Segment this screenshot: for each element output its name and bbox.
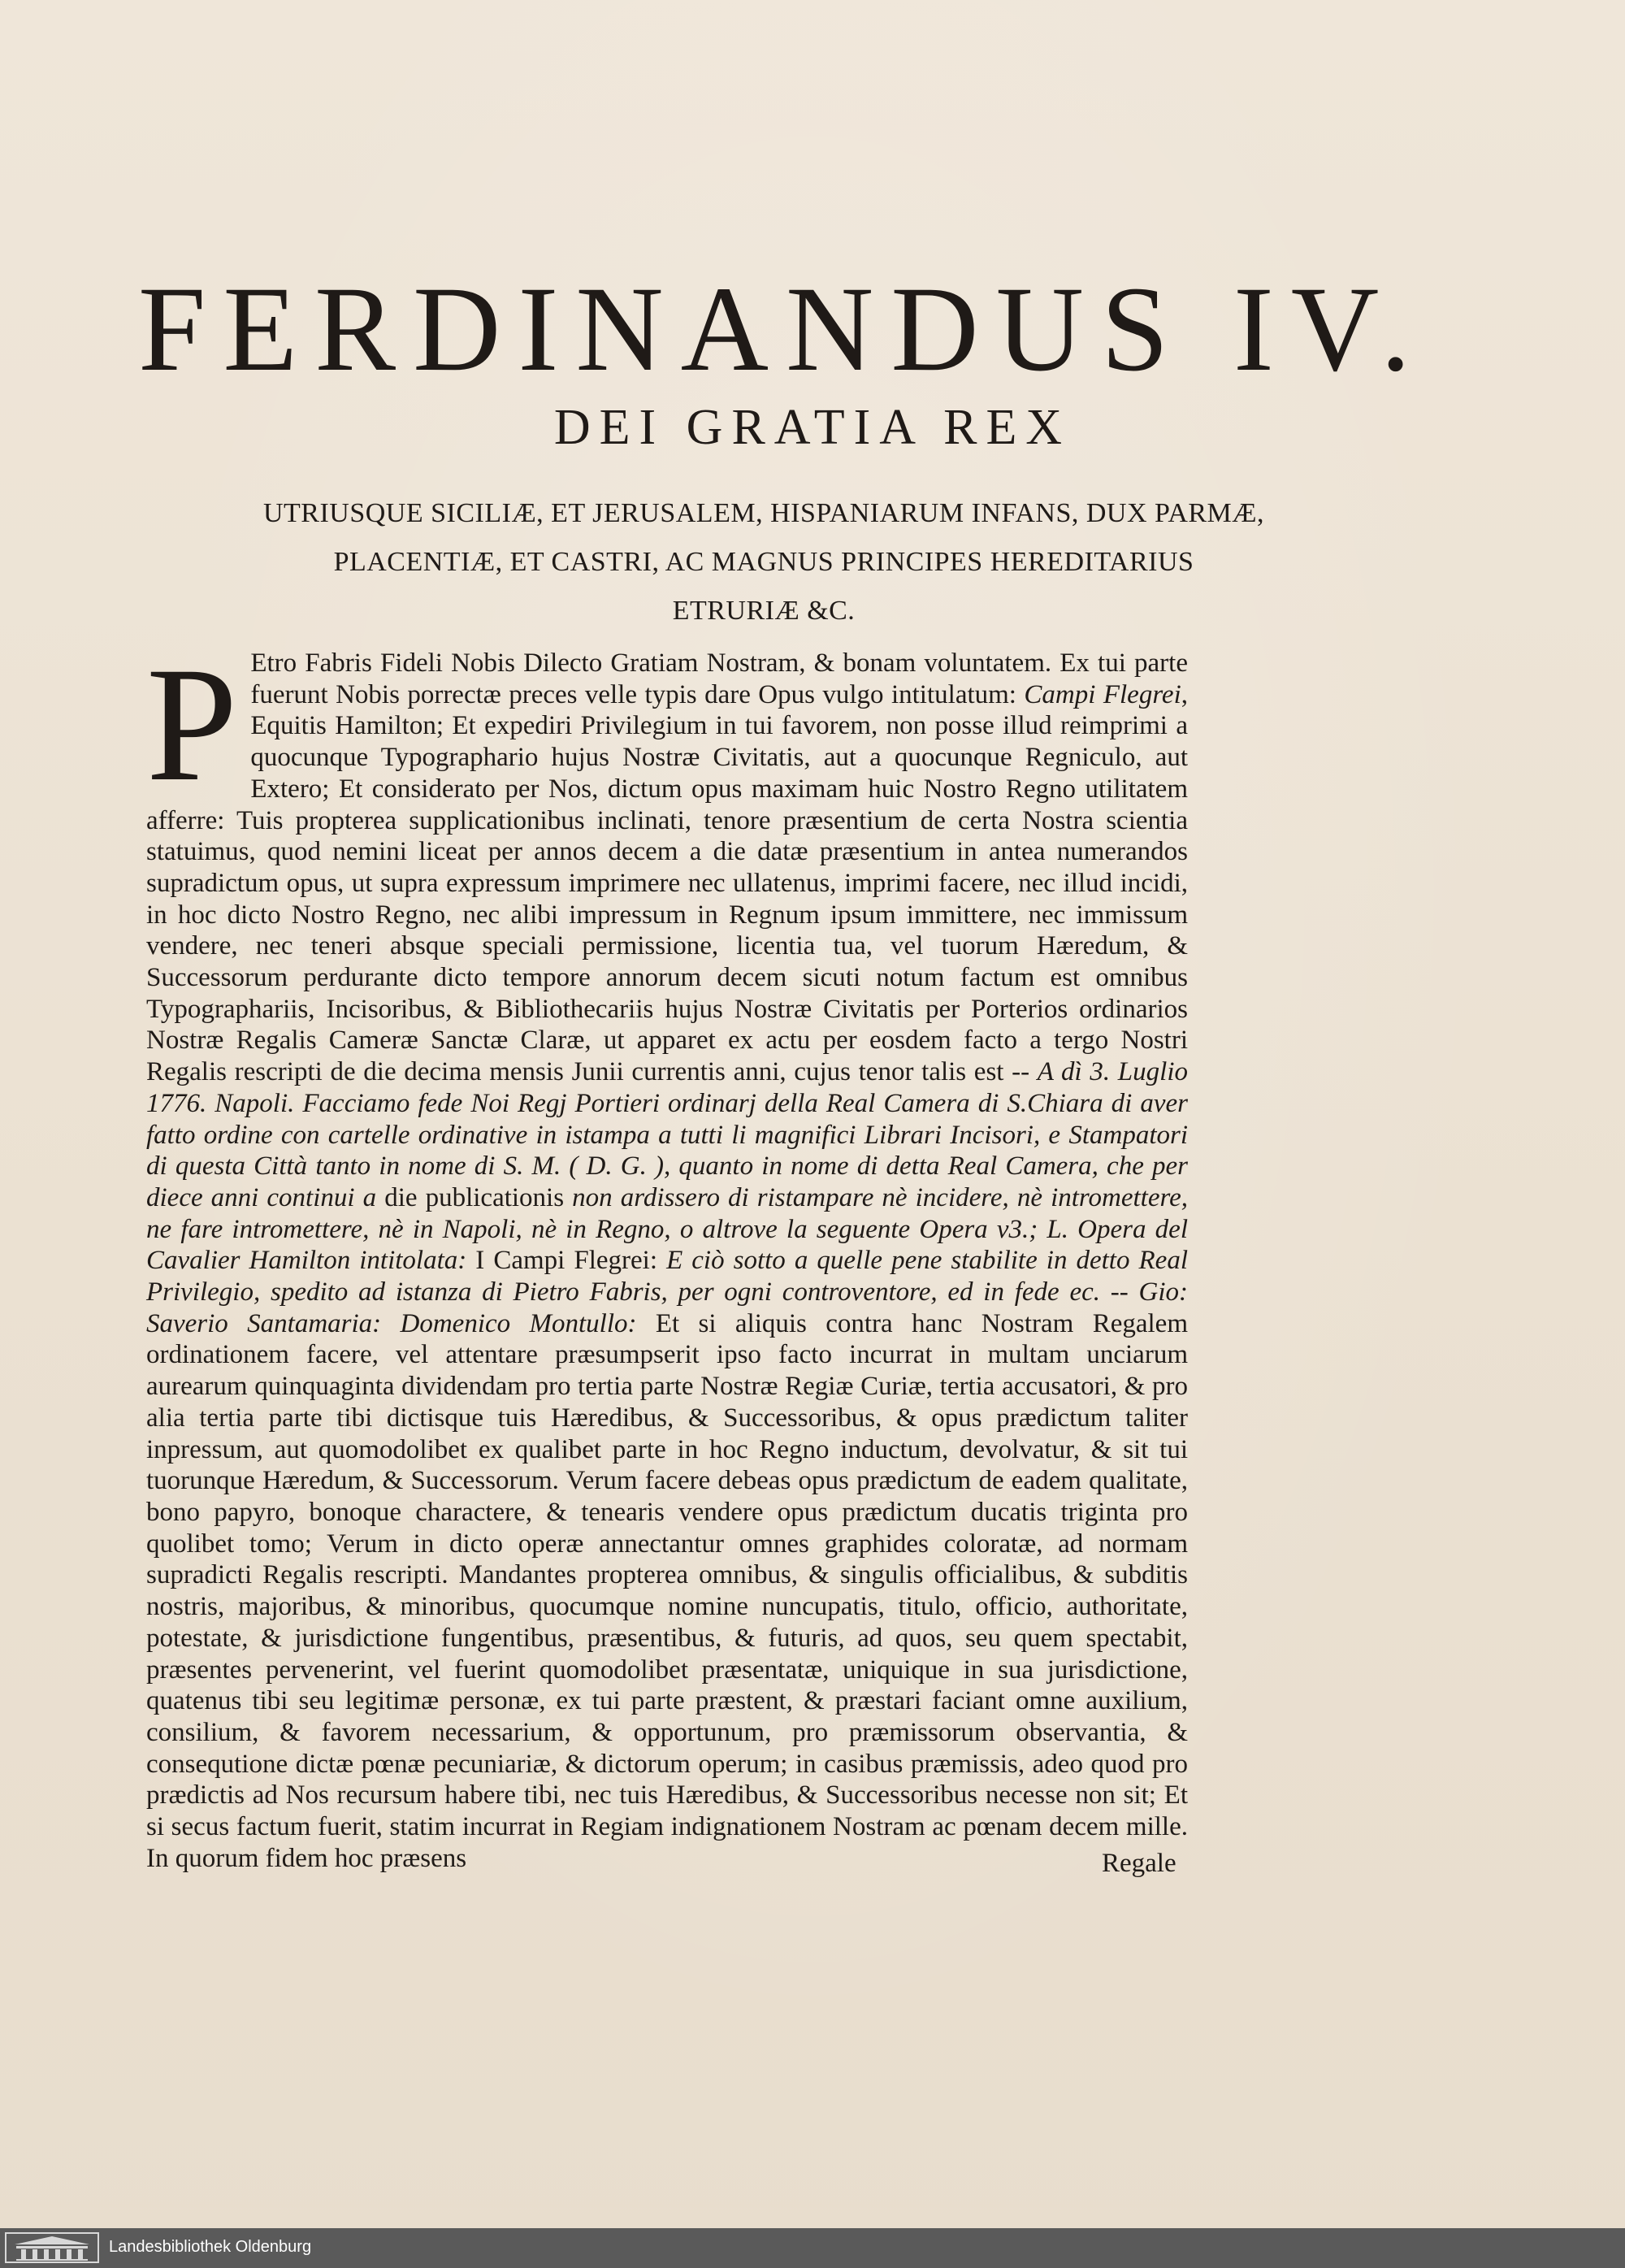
privilege-text-segment: , Equitis Hamilton; Et expediri Privilegium in tui favorem, non posse illud reimprimi a quocunque Typographario hujus Nostræ Civitatis, aut a quocunque Regniculo, aut Extero; Et considerato per Nos, dictum opus maximam huic Nostro Regno utilitatem afferre: Tuis propterea supplicationibus inclinati, tenore præsentium de certa Nostra scientia statuimus, quod nemini liceat per annos decem a die datæ præsentium in antea numerandos supradictum opus, ut supra expressum imprimere nec ullatenus, imprimi facere, nec illud incidi, in hoc dicto Nostro Regno, nec alibi impressum in Regnum ipsum immittere, nec immissum vendere, nec teneri absque speciali permissione, licentia tua, vel tuorum Hæredum, & Successorum perdurante dicto tempore annorum decem sicuti notum factum est omnibus Typographariis, Incisoribus, & Bibliothecariis hujus Nostræ Civitatis per Porterios ordinarios Nostræ Regalis Cameræ Sanctæ Claræ, ut apparet ex actu per eosdem facto a tergo Nostri Regalis rescripti de die decima mensis Junii currentis anni, cujus tenor talis est -- (146, 679, 1188, 1087)
royal-title-line: ETRURIÆ &C. (672, 596, 856, 626)
page-subtitle: DEI GRATIA REX (553, 400, 1072, 455)
privilege-text-segment: E ciò sotto a quelle pene stabilite in detto Real Privilegio, spedito ad istanza di Pietro Fabris, per ogni controventore, ed in fede ec. -- Gio: Saverio Santamaria: Domenico Montullo: (146, 1246, 1188, 1338)
privilege-text-segment: die publicationis (384, 1182, 573, 1212)
library-name: Landesbibliothek Oldenburg (109, 2238, 312, 2256)
page-title: FERDINANDUS IV. (138, 262, 1428, 397)
privilege-text-segment: Etro Fabris Fideli Nobis Dilecto Gratiam Nostram, & bonam voluntatem. Ex tui parte fuerunt Nobis porrectæ preces velle typis dare Opus vulgo intitulatum: (250, 648, 1188, 709)
library-building-icon (5, 2232, 99, 2263)
privilege-text (146, 633, 1188, 1874)
privilege-text-segment: A dì 3. Luglio 1776. Napoli. Facciamo fede Noi Regj Portieri ordinarj della Real Camera di S.Chiara di aver fatto ordine con cartelle ordinative in istampa a tutti li magnifici Librari Incisori, e Stampatori di questa Città tanto in nome di S. M. ( D. G. ), quanto in nome di detta Real Camera, che per diece anni continui a (146, 1057, 1188, 1212)
drop-cap: P (146, 633, 238, 815)
royal-titles (187, 489, 1341, 635)
catchword: Regale (1102, 1849, 1176, 1878)
library-footer (0, 2228, 1625, 2268)
royal-title-line: UTRIUSQUE SICILIÆ, ET JERUSALEM, HISPANIARUM INFANS, DUX PARMÆ, (262, 498, 1265, 528)
privilege-text-segment: Et si aliquis contra hanc Nostram Regalem ordinationem facere, vel attentare præsumpserit ipso facto incurrat in multam unciarum aurearum quinquaginta dividendam pro tertia parte Nostræ Regiæ Curiæ, tertia accusatori, & pro alia tertia parte tibi dictisque tuis Hæredibus, & Successoribus, & opus prædictum taliter inpressum, aut quomodolibet ex qualibet parte in hoc Regno inductum, devolvatur, & sit tui tuorunque Hæredum, & Successorum. Verum facere debeas opus prædictum de eadem qualitate, bono papyro, bonoque charactere, & tenearis vendere opus prædictum ducatis triginta pro quolibet tomo; Verum in dicto operæ annectantur omnes graphides coloratæ, ad normam supradicti Regalis rescripti. Mandantes propterea omnibus, & singulis officialibus, & subditis nostris, majoribus, & minoribus, quocumque nomine nuncupatis, titulo, officio, authoritate, potestate, & jurisdictione fungentibus, præsentibus, & futuris, ad quos, seu quem spectabit, præsentes pervenerint, vel fuerint quomodolibet præsentatæ, uniquique in sua jurisdictione, quatenus tibi seu legitimæ personæ, ex tui parte præstent, & præstari faciant omne auxilium, consilium, & favorem necessarium, & opportunum, pro præmissorum observantia, & consequtione dictæ pœnæ pecuniariæ, & dictorum operum; in casibus præmissis, adeo quod pro prædictis ad Nos recursum habere tibi, nec tuis Hæredibus, & Successoribus necesse non sit; Et si secus factum fuerit, statim incurrat in Regiam indignationem Nostram ac pœnam decem mille. In quorum fidem hoc præsens (146, 1308, 1188, 1873)
privilege-text-segment: non ardissero di ristampare nè incidere, nè intromettere, ne fare intromettere, nè in Napoli, nè in Regno, o altrove la seguente Opera v3.; L. Opera del Cavalier Hamilton intitolata: (146, 1182, 1188, 1276)
royal-title-line: PLACENTIÆ, ET CASTRI, AC MAGNUS PRINCIPES HEREDITARIUS (333, 547, 1194, 577)
privilege-text-segment: I Campi Flegrei: (475, 1246, 667, 1276)
privilege-text-segment: Campi Flegrei (1024, 679, 1181, 709)
